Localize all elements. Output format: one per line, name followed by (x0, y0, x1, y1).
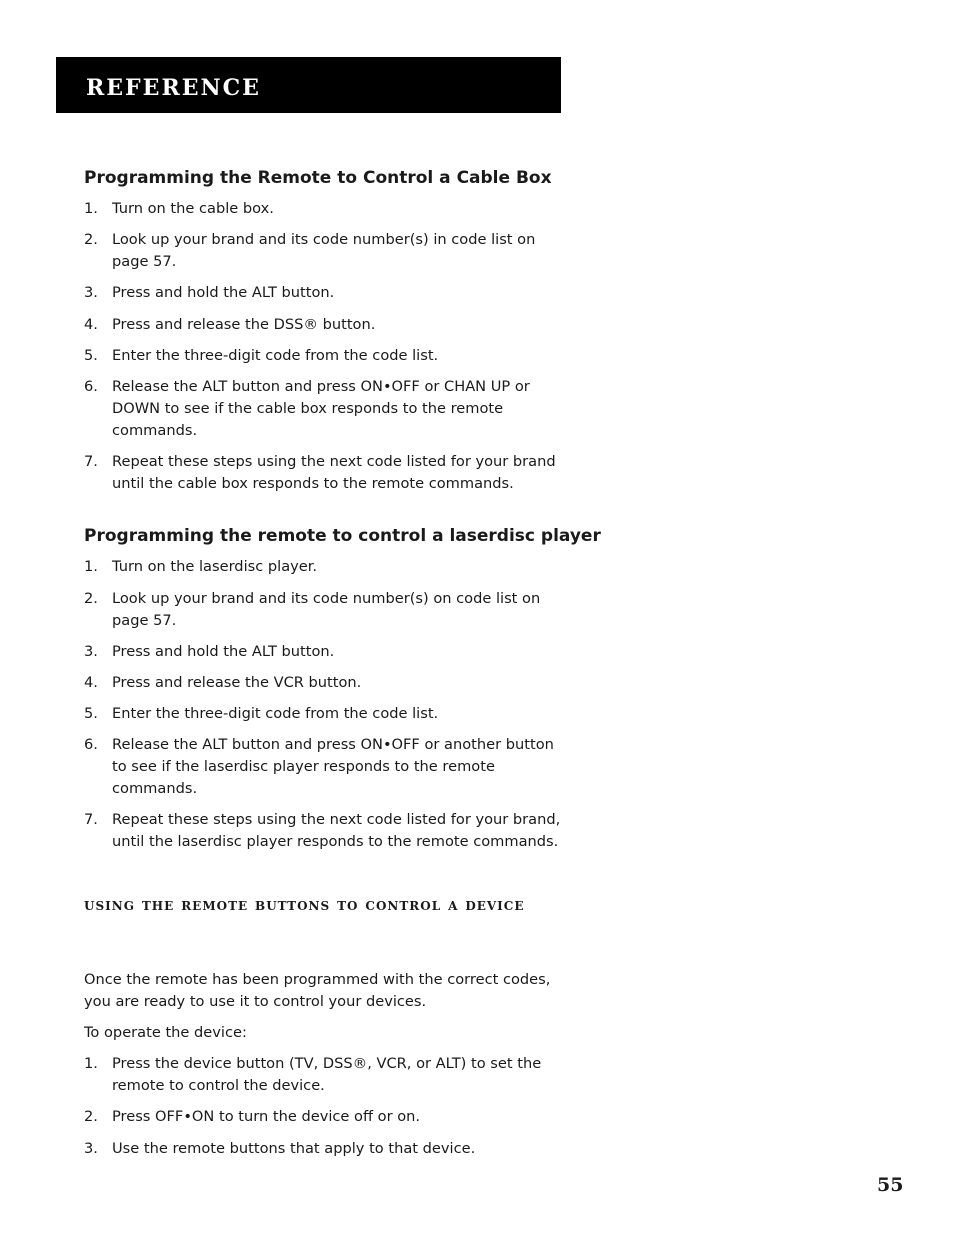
list-item (84, 641, 564, 663)
list-item (84, 672, 564, 694)
step-number: 7. (84, 453, 98, 470)
step-text: Release the ALT button and press ON•OFF or CHAN UP or DOWN to see if the cable box responds to the remote commands. (112, 378, 530, 439)
step-number: 2. (84, 590, 98, 607)
subsection-heading-using-remote: using the remote buttons to control a device (84, 895, 525, 915)
step-text: Press and release the VCR button. (112, 674, 362, 691)
step-number: 3. (84, 643, 98, 660)
list-item (84, 314, 564, 336)
step-number: 1. (84, 558, 98, 575)
step-number: 4. (84, 316, 98, 333)
step-text: Use the remote buttons that apply to that device. (112, 1140, 476, 1157)
list-item (84, 1106, 564, 1128)
intro-paragraph: Once the remote has been programmed with the correct codes, you are ready to use it to control your devices. (84, 971, 551, 1010)
step-number: 3. (84, 284, 98, 301)
list-item (84, 1053, 564, 1097)
step-text: Press and hold the ALT button. (112, 643, 335, 660)
list-item (84, 451, 564, 495)
step-text: Press the device button (TV, DSS®, VCR, or ALT) to set the remote to control the device. (112, 1055, 542, 1094)
list-item (84, 198, 564, 220)
step-number: 6. (84, 378, 98, 395)
step-text: Repeat these steps using the next code listed for your brand until the cable box responds to the remote commands. (112, 453, 556, 492)
list-item (84, 229, 564, 273)
section-heading-cable-box: Programming the Remote to Control a Cable Box (84, 168, 552, 188)
step-number: 1. (84, 200, 98, 217)
page-title: reference (86, 67, 261, 103)
step-number: 5. (84, 347, 98, 364)
step-number: 2. (84, 231, 98, 248)
list-item (84, 345, 564, 367)
step-number: 7. (84, 811, 98, 828)
step-number: 2. (84, 1108, 98, 1125)
list-item (84, 556, 564, 578)
list-item (84, 809, 564, 853)
step-text: Look up your brand and its code number(s) in code list on page 57. (112, 231, 536, 270)
step-text: Press and release the DSS® button. (112, 316, 376, 333)
step-text: Turn on the cable box. (112, 200, 274, 217)
step-text: Repeat these steps using the next code listed for your brand, until the laserdisc player responds to the remote commands. (112, 811, 561, 850)
step-number: 4. (84, 674, 98, 691)
step-text: Press OFF•ON to turn the device off or on. (112, 1108, 421, 1125)
step-text: Look up your brand and its code number(s) on code list on page 57. (112, 590, 541, 629)
step-text: Enter the three-digit code from the code list. (112, 705, 439, 722)
step-number: 3. (84, 1140, 98, 1157)
section-heading-laserdisc: Programming the remote to control a laserdisc player (84, 526, 601, 546)
list-item (84, 282, 564, 304)
page-number: 55 (877, 1174, 904, 1196)
step-number: 6. (84, 736, 98, 753)
step-text: Enter the three-digit code from the code list. (112, 347, 439, 364)
section-banner (56, 57, 561, 113)
list-item (84, 588, 564, 632)
list-item (84, 1138, 564, 1160)
list-item (84, 376, 564, 442)
lead-paragraph: To operate the device: (84, 1024, 247, 1041)
step-text: Turn on the laserdisc player. (112, 558, 318, 575)
list-item (84, 734, 564, 800)
step-text: Press and hold the ALT button. (112, 284, 335, 301)
step-text: Release the ALT button and press ON•OFF or another button to see if the laserdisc player responds to the remote commands. (112, 736, 554, 797)
step-number: 1. (84, 1055, 98, 1072)
list-item (84, 703, 564, 725)
step-number: 5. (84, 705, 98, 722)
